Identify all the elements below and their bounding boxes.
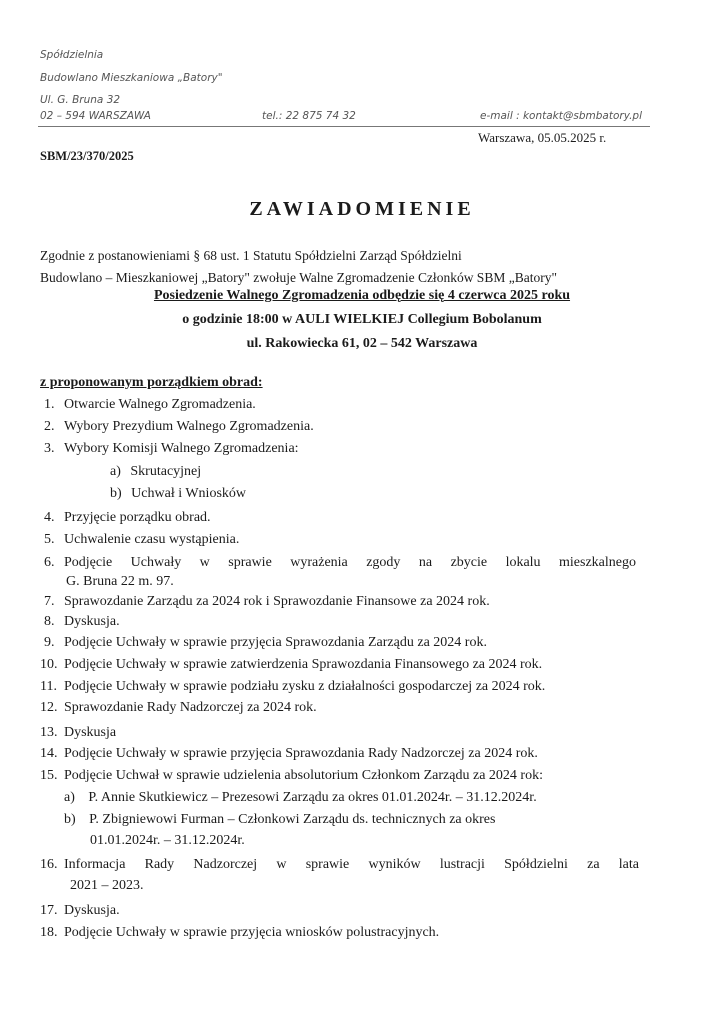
agenda-item-text: Informacja Rady Nadzorczej w sprawie wyników lustracji Spółdzielni za lata — [64, 857, 639, 872]
agenda-item-number: 12. — [40, 700, 58, 715]
agenda-item-number: 14. — [40, 746, 58, 761]
intro-paragraph — [40, 245, 557, 289]
document-title: ZAWIADOMIENIE — [249, 198, 475, 220]
agenda-item-6-continued: G. Bruna 22 m. 97. — [66, 574, 174, 589]
agenda-item-number: 10. — [40, 657, 58, 672]
letterhead-street: Ul. G. Bruna 32 — [40, 94, 121, 106]
agenda-item-text: Wybory Prezydium Walnego Zgromadzenia. — [64, 419, 314, 434]
agenda-item-number: 6. — [44, 555, 55, 570]
agenda-item-text: Podjęcie Uchwał w sprawie udzielenia absolutorium Członkom Zarządu za 2024 rok: — [64, 768, 543, 783]
agenda-item-text: Sprawozdanie Rady Nadzorczej za 2024 rok. — [64, 700, 317, 715]
agenda-item-text: Przyjęcie porządku obrad. — [64, 510, 211, 525]
agenda-subitem-3b — [110, 486, 246, 502]
agenda-item-text: Uchwalenie czasu wystąpienia. — [64, 532, 240, 547]
agenda-item-text: Wybory Komisji Walnego Zgromadzenia: — [64, 441, 299, 456]
agenda-item-16-continued: 2021 – 2023. — [70, 878, 144, 893]
agenda-item-text: Dyskusja. — [64, 903, 120, 918]
agenda-item-number: 18. — [40, 925, 58, 940]
meeting-date-line: Posiedzenie Walnego Zgromadzenia odbędzie się 4 czerwca 2025 roku — [153, 288, 571, 303]
letterhead-cooperative-name: Budowlano Mieszkaniowa „Batory" — [40, 72, 223, 84]
agenda-item-number: 7. — [44, 594, 55, 609]
agenda-item-text: Podjęcie Uchwały w sprawie przyjęcia Sprawozdania Rady Nadzorczej za 2024 rok. — [64, 746, 538, 761]
letterhead-city: 02 – 594 WARSZAWA — [40, 110, 151, 122]
agenda-heading: z proponowanym porządkiem obrad: — [40, 375, 263, 390]
subitem-letter: b) — [64, 812, 76, 827]
agenda-item-text: Sprawozdanie Zarządu za 2024 rok i Sprawozdanie Finansowe za 2024 rok. — [64, 594, 490, 609]
intro-line-1: Zgodnie z postanowieniami § 68 ust. 1 Statutu Spółdzielni Zarząd Spółdzielni — [40, 248, 462, 263]
subitem-text: P. Annie Skutkiewicz – Prezesowi Zarządu za okres 01.01.2024r. – 31.12.2024r. — [88, 790, 537, 805]
subitem-text: P. Zbigniewowi Furman – Członkowi Zarządu ds. technicznych za okres — [89, 812, 496, 827]
agenda-item-text: Podjęcie Uchwały w sprawie zatwierdzenia Sprawozdania Finansowego za 2024 rok. — [64, 657, 543, 672]
agenda-item-number: 4. — [44, 510, 55, 525]
intro-line-2: Budowlano – Mieszkaniowej „Batory" zwołuje Walne Zgromadzenie Członków SBM „Batory" — [40, 270, 557, 285]
agenda-item-text: Dyskusja. — [64, 614, 120, 629]
letterhead-phone: tel.: 22 875 74 32 — [262, 110, 356, 122]
agenda-item-number: 2. — [44, 419, 55, 434]
agenda-item-number: 3. — [44, 441, 55, 456]
agenda-item-text: Podjęcie Uchwały w sprawie wyrażenia zgody na zbycie lokalu mieszkalnego — [64, 555, 636, 570]
meeting-time-place: o godzinie 18:00 w AULI WIELKIEJ Collegium Bobolanum — [182, 312, 542, 327]
subitem-letter: b) — [110, 486, 122, 501]
agenda-item-number: 9. — [44, 635, 55, 650]
agenda-item-text: Podjęcie Uchwały w sprawie przyjęcia wniosków polustracyjnych. — [64, 925, 440, 940]
letterhead-email: e-mail : kontakt@sbmbatory.pl — [480, 110, 643, 122]
letterhead-divider — [38, 126, 650, 127]
agenda-item-text: Podjęcie Uchwały w sprawie przyjęcia Sprawozdania Zarządu za 2024 rok. — [64, 635, 487, 650]
letterhead-cooperative: Spółdzielnia — [40, 49, 104, 61]
agenda-item-number: 5. — [44, 532, 55, 547]
meeting-address: ul. Rakowiecka 61, 02 – 542 Warszawa — [246, 336, 478, 351]
subitem-text: Skrutacyjnej — [130, 464, 202, 479]
agenda-item-number: 13. — [40, 725, 58, 740]
reference-number: SBM/23/370/2025 — [40, 149, 134, 163]
agenda-item-text: Podjęcie Uchwały w sprawie podziału zysku z działalności gospodarczej za 2024 rok. — [64, 679, 546, 694]
agenda-subitem-15a — [64, 790, 537, 806]
subitem-letter: a) — [110, 464, 121, 479]
document-date: Warszawa, 05.05.2025 r. — [478, 130, 607, 145]
subitem-text: Uchwał i Wniosków — [131, 486, 247, 501]
agenda-item-number: 1. — [44, 397, 55, 412]
agenda-item-number: 17. — [40, 903, 58, 918]
agenda-subitem-15b — [64, 812, 495, 828]
subitem-letter: a) — [64, 790, 75, 805]
agenda-item-number: 15. — [40, 768, 58, 783]
agenda-item-number: 8. — [44, 614, 55, 629]
agenda-subitem-3a — [110, 464, 201, 480]
agenda-item-text: Otwarcie Walnego Zgromadzenia. — [64, 397, 256, 412]
agenda-item-number: 11. — [40, 679, 57, 694]
agenda-item-text: Dyskusja — [64, 725, 117, 740]
agenda-subitem-15b-continued: 01.01.2024r. – 31.12.2024r. — [90, 833, 245, 848]
agenda-item-number: 16. — [40, 857, 58, 872]
